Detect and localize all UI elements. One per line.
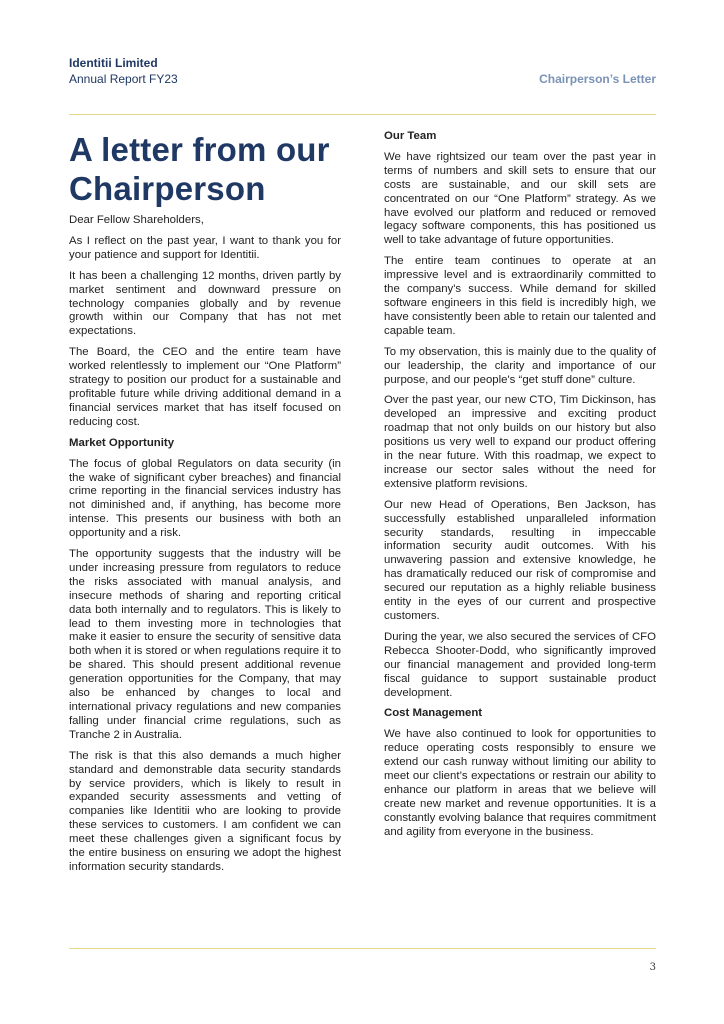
heading-cost-management: Cost Management <box>384 707 483 720</box>
paragraph: As I reflect on the past year, I want to thank you for your patience and support for Identitii. <box>69 234 341 261</box>
paragraph: We have also continued to look for opportunities to reduce operating costs responsibly to ensure we extend our cash runway without limiting our ability to meet our client’s expectations or restrain our ability to enhance our platform in areas that we believe will create new market and revenue opportunities. It is a constantly evolving balance that requires commitment and agility from everyone in the business. <box>384 728 656 838</box>
heading-market-opportunity: Market Opportunity <box>69 436 175 449</box>
paragraph: During the year, we also secured the services of CFO Rebecca Shooter-Dodd, who significantly improved our financial management and provided long-term fiscal guidance to support sustainable product development. <box>384 630 656 699</box>
header-divider <box>69 114 656 115</box>
right-column <box>384 130 656 847</box>
paragraph: The opportunity suggests that the industry will be under increasing pressure from regulators to reduce the risks associated with manual analysis, and insecure methods of sharing and reporting critical data both internally and to regulators. This is likely to lead to them investing more in technologies that make it easier to ensure the security of sensitive data both when it is stored or when regulations require it to be shared. This should present additional revenue generation opportunities for the Company, that may also be enhanced by changes to local and international privacy regulations and new companies falling under financial crime regulations, such as Tranche 2 in Australia. <box>69 548 341 741</box>
page-number: 3 <box>649 962 656 973</box>
paragraph: Our new Head of Operations, Ben Jackson, has successfully established unparalleled information security standards, resulting in impeccable information security audit outcomes. With his unwavering passion and extensive knowledge, he has dramatically reduced our risk of compromise and secured our reputation as a highly reliable business entity in the eyes of our current and prospective customers. <box>384 498 656 622</box>
company-name: Identitii Limited <box>69 56 158 70</box>
paragraph: It has been a challenging 12 months, driven partly by market sentiment and downward pressure on technology companies globally and by revenue growth within our Company that has not met expectations. <box>69 269 341 338</box>
heading-our-team: Our Team <box>384 130 437 142</box>
paragraph: The risk is that this also demands a much higher standard and demonstrable data security standards by service providers, which is likely to result in expanded security assessments and vetting of companies like Identitii who are looking to provide these services to customers. I am confident we can meet these challenges given a significant focus by the entire business on ensuring we adopt the highest information security standards. <box>69 749 341 873</box>
paragraph: The Board, the CEO and the entire team have worked relentlessly to implement our “One Platform” strategy to position our product for a sustainable and profitable future while driving additional demand in a financial services market that has itself focused on reducing cost. <box>69 346 341 428</box>
paragraph: The entire team continues to operate at an impressive level and is extraordinarily committed to the company's success. While demand for skilled software engineers in this field is incredibly high, we have consistently been able to retain our talented and capable team. <box>384 255 656 337</box>
report-title: Annual Report FY23 <box>69 72 178 86</box>
paragraph: We have rightsized our team over the past year in terms of numbers and skill sets to ensure that our costs are sustainable, and our skill sets are concentrated on our “One Platform” strategy. As we have evolved our platform and reduced or removed legacy software components, this has positioned us well to take advantage of future opportunities. <box>384 150 656 247</box>
paragraph: Over the past year, our new CTO, Tim Dickinson, has developed an impressive and exciting product roadmap that not only builds on our history but also positions us very well to expand our product offering in the near future. With this roadmap, we expect to increase our sector sales without the need for extensive platform revisions. <box>384 394 656 490</box>
paragraph: The focus of global Regulators on data security (in the wake of significant cyber breaches) and financial crime reporting in the financial services industry has not diminished and, if anything, has become more intense. This presents our business with both an opportunity and a risk. <box>69 457 341 540</box>
page-title: A letter from our Chairperson <box>69 131 330 207</box>
section-title: Chairperson’s Letter <box>539 72 656 86</box>
left-column <box>69 130 341 882</box>
salutation: Dear Fellow Shareholders, <box>69 214 204 226</box>
paragraph: To my observation, this is mainly due to the quality of our leadership, the clarity and importance of our purpose, and our people's “get stuff done” culture. <box>384 345 656 386</box>
page-header <box>69 55 656 91</box>
footer-divider <box>69 948 656 949</box>
